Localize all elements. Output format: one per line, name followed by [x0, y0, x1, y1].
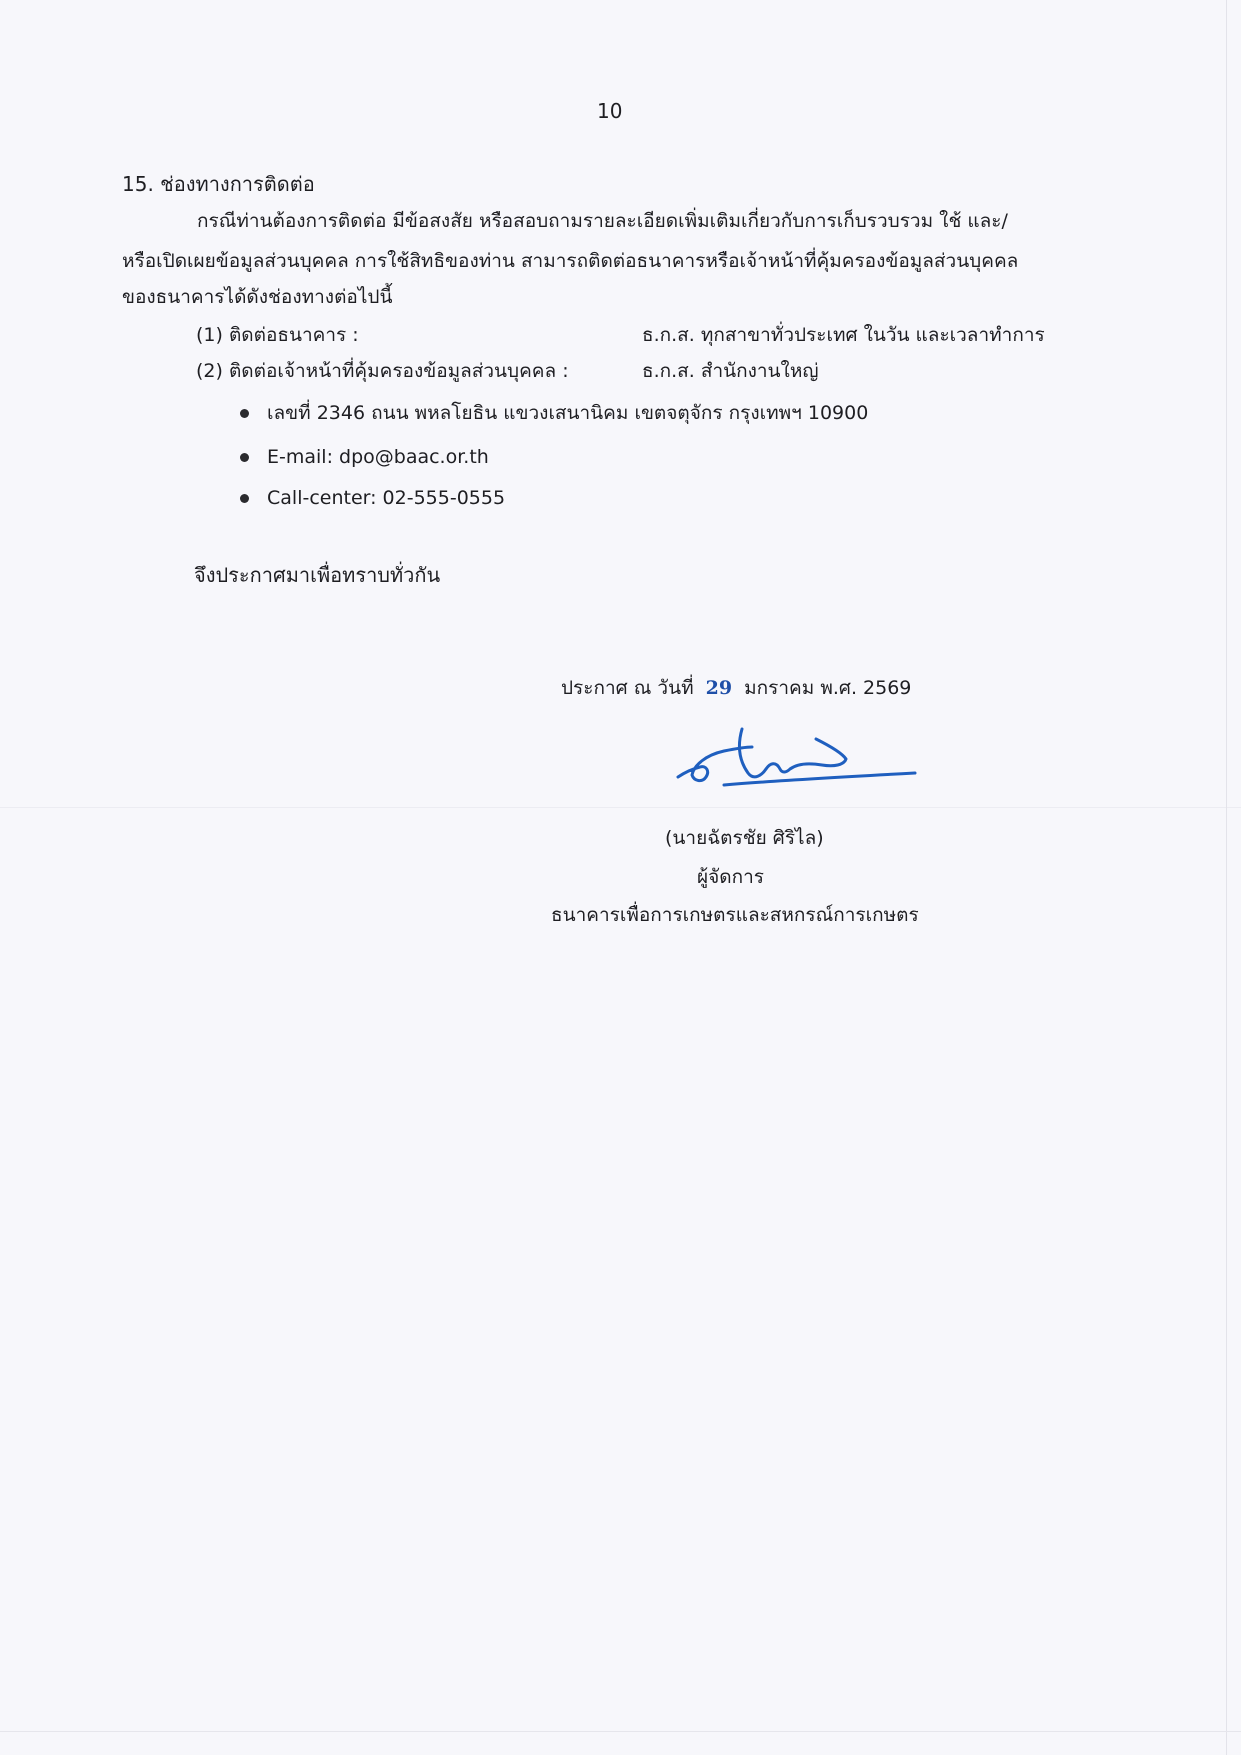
paragraph-line-1: กรณีท่านต้องการติดต่อ มีข้อสงสัย หรือสอบถามรายละเอียดเพิ่มเติมเกี่ยวกับการเก็บรวบรวม ใช้ และ/ — [197, 210, 1008, 232]
bullet-icon — [240, 453, 249, 462]
bullet-icon — [240, 494, 249, 503]
handwritten-signature — [670, 725, 930, 795]
announcement-prefix: ประกาศ ณ วันที่ — [561, 677, 694, 699]
fold-line — [0, 807, 1241, 808]
contact-item-label-1: (1) ติดต่อธนาคาร : — [196, 324, 359, 346]
page-number: 10 — [597, 99, 623, 123]
announcement-date — [561, 679, 911, 698]
address-text: เลขที่ 2346 ถนน พหลโยธิน แขวงเสนานิคม เขตจตุจักร กรุงเทพฯ 10900 — [267, 402, 869, 424]
paragraph-line-3: ของธนาคารได้ดังช่องทางต่อไปนี้ — [122, 286, 393, 308]
announcement-day: 29 — [705, 677, 733, 699]
contact-item-value-2: ธ.ก.ส. สำนักงานใหญ่ — [642, 360, 819, 382]
bullet-item-email — [240, 445, 489, 469]
signer-position: ผู้จัดการ — [697, 866, 764, 888]
closing-statement: จึงประกาศมาเพื่อทราบทั่วกัน — [194, 563, 441, 587]
announcement-suffix: มกราคม พ.ศ. 2569 — [744, 677, 912, 699]
bullet-item-call-center — [240, 486, 505, 510]
bullet-item-address — [240, 401, 868, 425]
contact-item-value-1: ธ.ก.ส. ทุกสาขาทั่วประเทศ ในวัน และเวลาทำการ — [642, 324, 1045, 346]
scan-bottom-line — [0, 1731, 1241, 1732]
contact-item-label-2: (2) ติดต่อเจ้าหน้าที่คุ้มครองข้อมูลส่วนบุคคล : — [196, 360, 569, 382]
signer-name: (นายฉัตรชัย ศิริไล) — [665, 827, 824, 849]
call-center-text: Call-center: 02-555-0555 — [267, 487, 506, 509]
section-title: 15. ช่องทางการติดต่อ — [122, 172, 315, 196]
bullet-icon — [240, 409, 249, 418]
paragraph-line-2: หรือเปิดเผยข้อมูลส่วนบุคคล การใช้สิทธิของท่าน สามารถติดต่อธนาคารหรือเจ้าหน้าที่คุ้มครองข้อมูลส่วนบุคคล — [122, 250, 1019, 272]
email-text: E-mail: dpo@baac.or.th — [267, 446, 489, 468]
scan-edge-line — [1226, 0, 1227, 1755]
signer-organization: ธนาคารเพื่อการเกษตรและสหกรณ์การเกษตร — [551, 904, 919, 926]
